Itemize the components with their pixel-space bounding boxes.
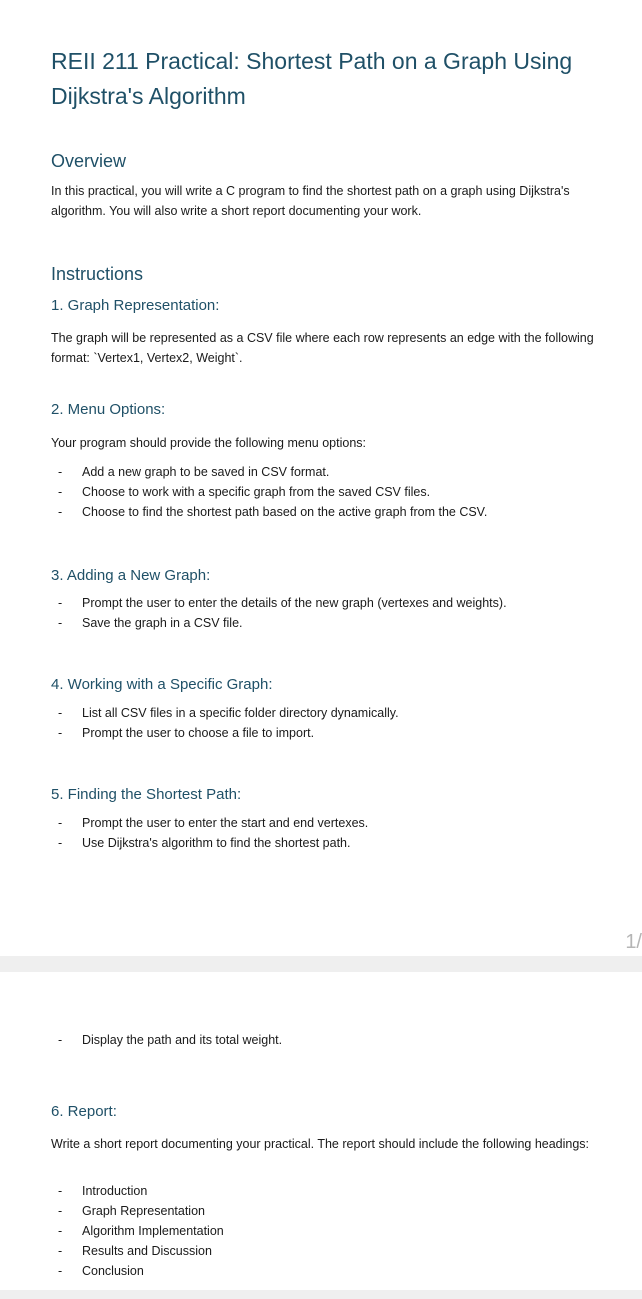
list-item: - Prompt the user to enter the start and end vertexes. (58, 816, 369, 830)
list-item: - Save the graph in a CSV file. (58, 616, 243, 630)
list-item: - Prompt the user to choose a file to import. (58, 726, 315, 740)
list-item: - List all CSV files in a specific folder directory dynamically. (58, 706, 399, 720)
section-6-heading: 6. Report: (51, 1103, 117, 1120)
list-item: - Display the path and its total weight. (58, 1033, 283, 1047)
section-2-text: Your program should provide the following menu options: (51, 436, 367, 450)
document-title: REII 211 Practical: Shortest Path on a Graph Using Dijkstra's Algorithm (51, 48, 573, 109)
section-2-list (51, 462, 611, 522)
section-5-heading: 5. Finding the Shortest Path: (51, 786, 242, 803)
section-5-list (51, 813, 611, 853)
list-item: - Use Dijkstra's algorithm to find the shortest path. (58, 836, 351, 850)
list-item: - Introduction (58, 1184, 148, 1198)
section-4-heading: 4. Working with a Specific Graph: (51, 676, 273, 693)
list-item: - Results and Discussion (58, 1244, 212, 1258)
section-4-list (51, 703, 611, 743)
list-item: - Choose to find the shortest path based on the active graph from the CSV. (58, 505, 488, 519)
document-page-2 (0, 972, 642, 1290)
list-item: - Prompt the user to enter the details of the new graph (vertexes and weights). (58, 596, 507, 610)
list-item: - Choose to work with a specific graph from the saved CSV files. (58, 485, 431, 499)
section-6-text: Write a short report documenting your practical. The report should include the following headings: (51, 1137, 590, 1151)
list-item: - Add a new graph to be saved in CSV format. (58, 465, 330, 479)
overview-heading: Overview (51, 151, 127, 171)
list-item: - Algorithm Implementation (58, 1224, 224, 1238)
overview-text: In this practical, you will write a C program to find the shortest path on a graph using Dijkstra's algorithm. You will also write a short report documenting your work. (51, 184, 570, 218)
section-3-heading: 3. Adding a New Graph: (51, 567, 211, 584)
section-3-list (51, 593, 611, 633)
section-5-list-continued (51, 1030, 611, 1050)
page-separator (0, 956, 642, 972)
page-separator (0, 1290, 642, 1299)
section-2-heading: 2. Menu Options: (51, 401, 166, 418)
section-1-text: The graph will be represented as a CSV file where each row represents an edge with the following format: `Vertex1, Vertex2, Weight`. (51, 331, 594, 365)
list-item: - Graph Representation (58, 1204, 205, 1218)
page-number: 1/ (625, 931, 642, 953)
list-item: - Conclusion (58, 1264, 144, 1278)
instructions-heading: Instructions (51, 264, 144, 284)
section-1-heading: 1. Graph Representation: (51, 297, 220, 314)
section-6-list (51, 1181, 611, 1281)
